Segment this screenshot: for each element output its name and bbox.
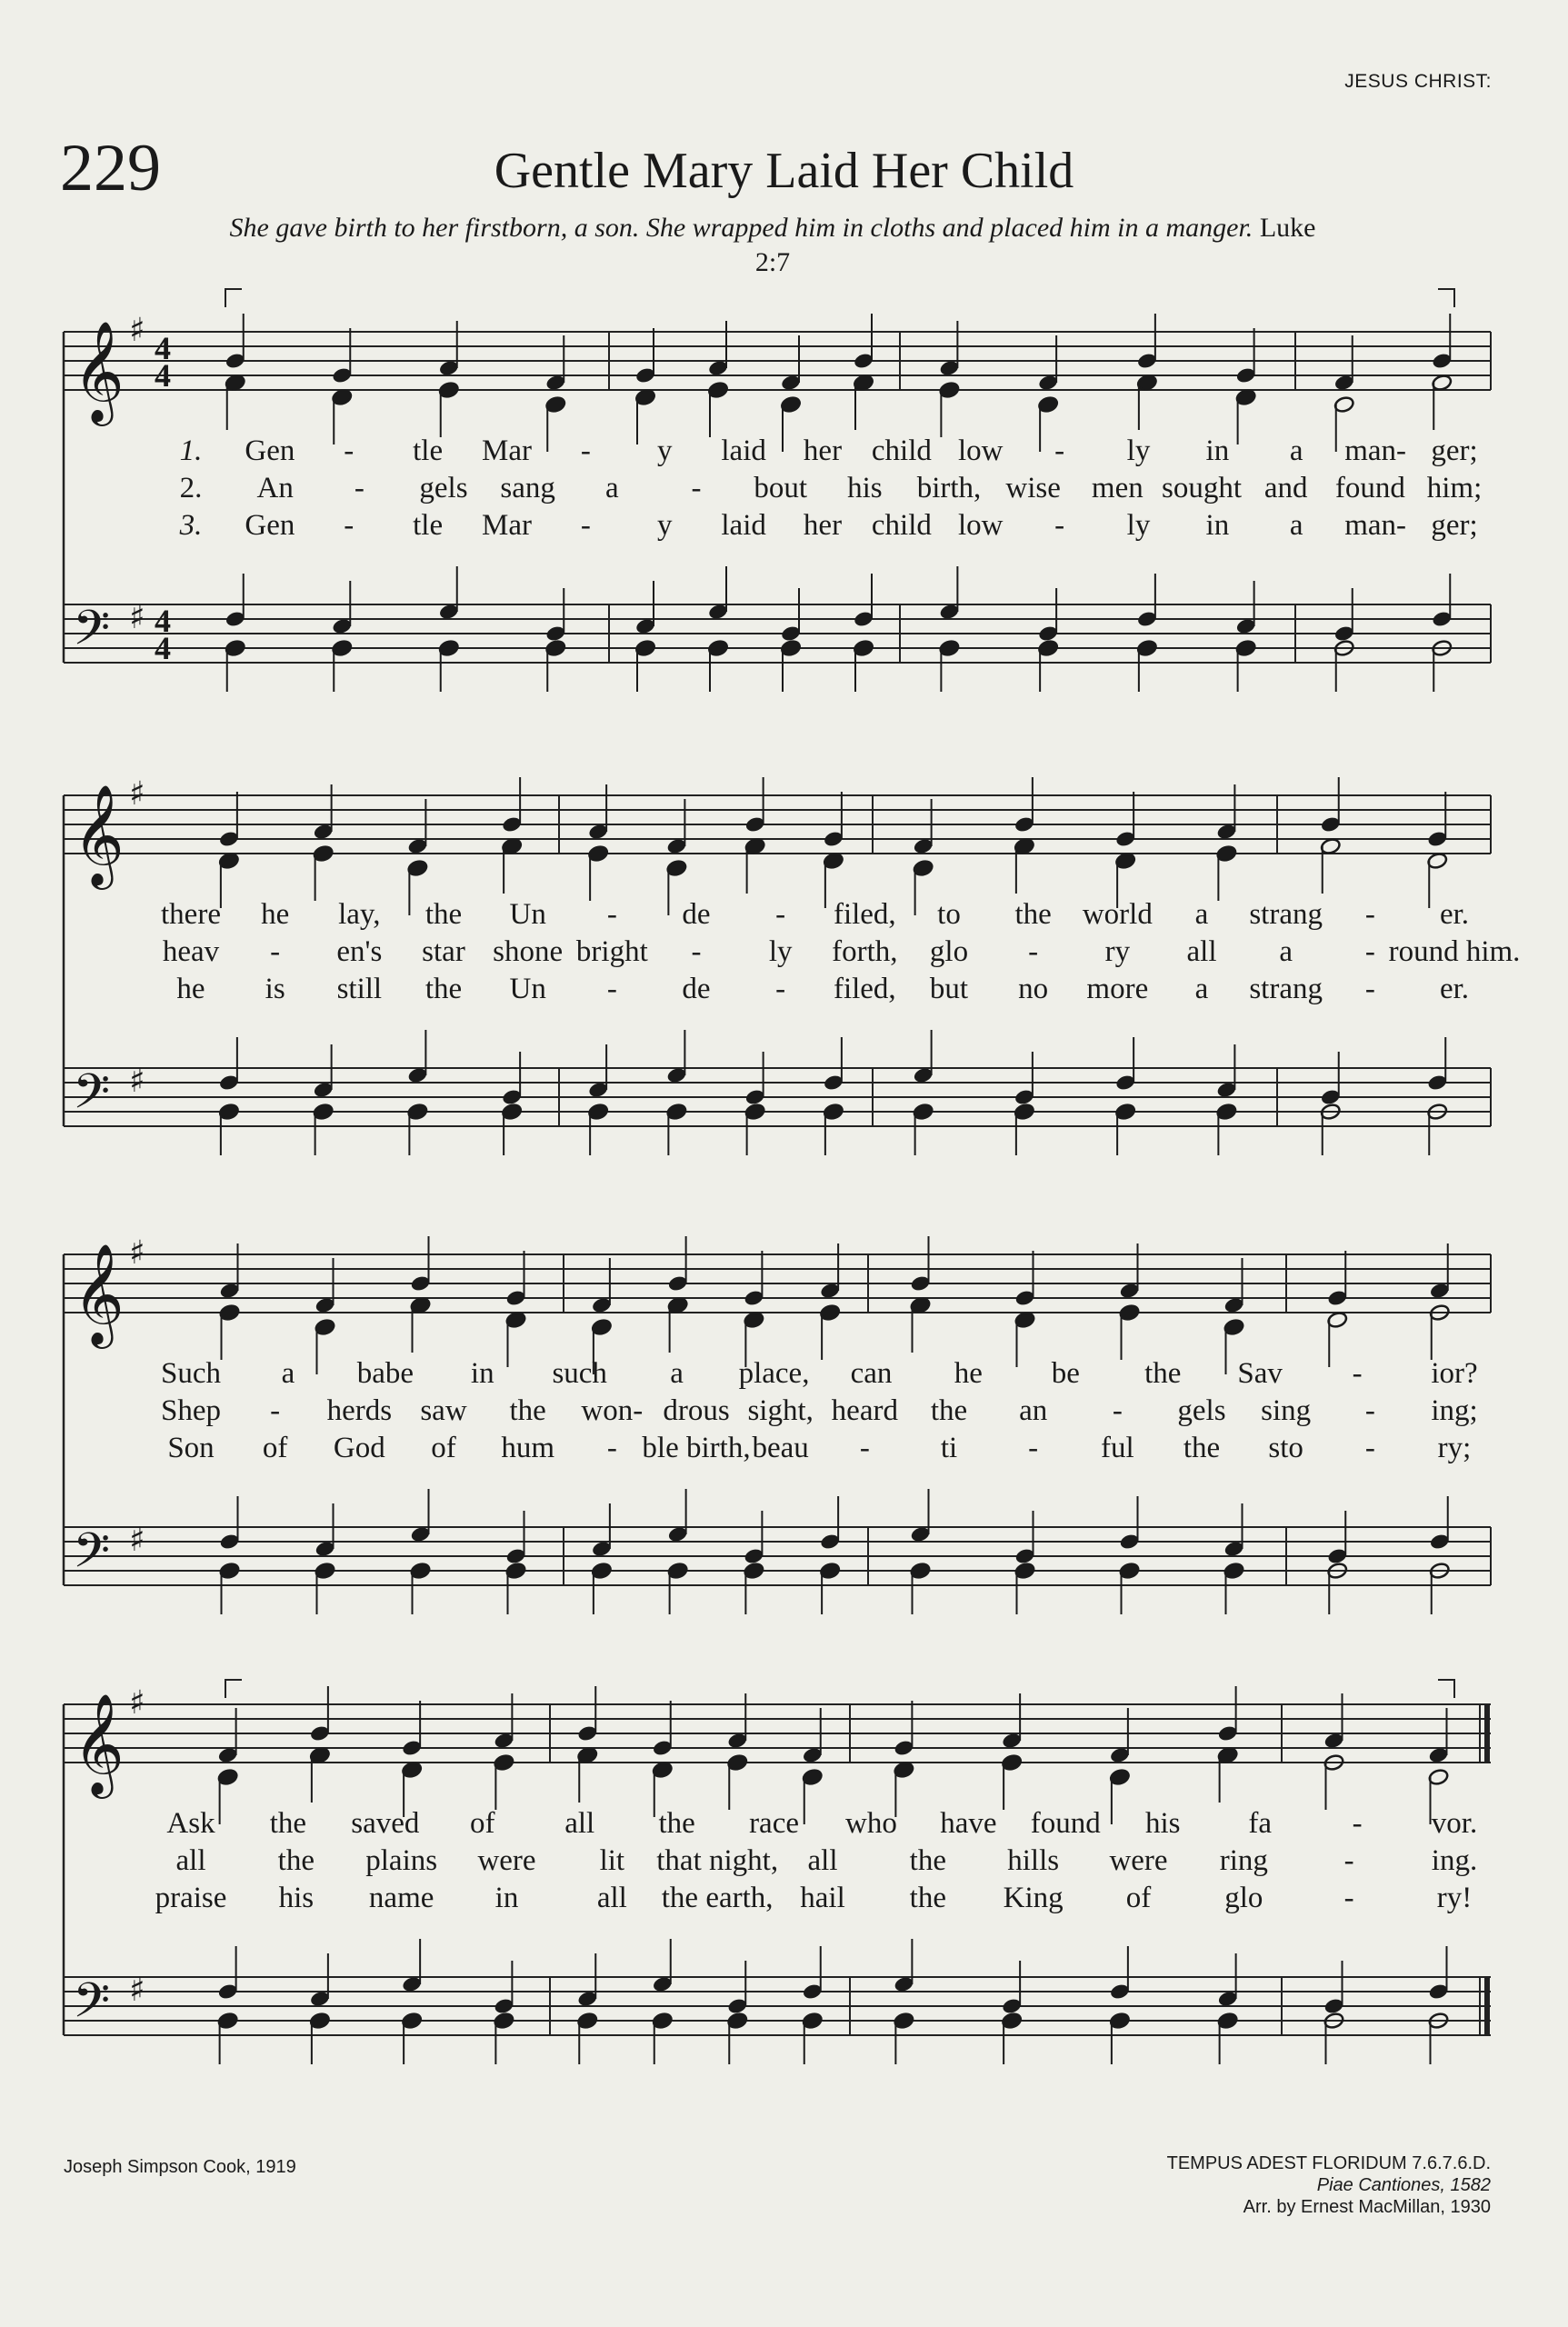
lyric-syllable: babe [356, 1357, 414, 1390]
lyric-syllable: the [1014, 898, 1052, 931]
lyric-syllable: - [691, 472, 702, 504]
lyric-syllable: ger; [1431, 434, 1478, 467]
lyric-syllable: Mar [482, 509, 532, 542]
lyric-syllable: 1. [179, 434, 203, 467]
lyric-syllable: an [1019, 1394, 1048, 1427]
lyric-syllable: can [850, 1357, 893, 1390]
lyric-syllable: star [422, 935, 465, 968]
lyric-syllable: the [424, 898, 463, 931]
system-4 [64, 1684, 1491, 2064]
lyric-syllable: praise [155, 1882, 227, 1914]
lyric-syllable: Un [509, 973, 546, 1005]
lyric-syllable: his [1144, 1807, 1181, 1840]
lyric-syllable: ble birth, [642, 1432, 751, 1464]
lyric-syllable: - [344, 434, 355, 467]
arranger-credit: Arr. by Ernest MacMillan, 1930 [1243, 2197, 1491, 2217]
lyric-syllable: - [775, 898, 786, 931]
lyric-syllable: sing [1261, 1394, 1312, 1427]
lyric-syllable: child [871, 509, 932, 542]
lyric-syllable: fa [1248, 1807, 1272, 1840]
lyric-syllable: of [262, 1432, 288, 1464]
lyric-syllable: the [658, 1807, 695, 1840]
lyric-syllable: race [749, 1807, 800, 1840]
scripture-reference: Luke 2:7 [754, 213, 1316, 277]
lyric-syllable: of [431, 1432, 456, 1464]
lyric-syllable: ing; [1431, 1394, 1478, 1427]
lyric-syllable: a [1289, 509, 1303, 542]
lyric-syllable: who [845, 1807, 897, 1840]
system-1 [64, 312, 1491, 692]
lyric-syllable: the [909, 1844, 946, 1877]
lyric-syllable: - [1343, 1844, 1354, 1877]
lyric-syllable: Gen [245, 434, 295, 467]
lyric-syllable: all [175, 1844, 206, 1877]
tune-source: Piae Cantiones, 1582 [1316, 2175, 1491, 2195]
lyric-syllable: laid [721, 434, 766, 467]
lyric-syllable: a [1279, 935, 1293, 968]
lyric-syllable: a [1194, 973, 1209, 1005]
lyric-syllable: heav [162, 935, 220, 968]
lyric-syllable: - [580, 434, 591, 467]
lyric-syllable: hail [800, 1882, 845, 1914]
hymn-title: Gentle Mary Laid Her Child [494, 143, 1074, 199]
lyric-syllable: such [552, 1357, 607, 1390]
lyric-syllable: but [929, 973, 969, 1005]
lyric-syllable: tle [413, 509, 444, 542]
lyric-syllable: Mar [482, 434, 532, 467]
lyric-syllable: a [281, 1357, 295, 1390]
lyric-syllable: name [368, 1882, 434, 1914]
lyric-syllable: filed, [833, 898, 896, 931]
lyric-syllable: - [1364, 1394, 1375, 1427]
phrase-bracket [1438, 289, 1454, 307]
lyric-syllable: - [1364, 1432, 1375, 1464]
lyric-syllable: - [1364, 973, 1375, 1005]
tune-credit [1167, 2152, 1491, 2218]
phrase-bracket [225, 289, 242, 307]
lyric-syllable: ly [1126, 509, 1151, 542]
lyric-syllable: y [657, 509, 673, 542]
treble-clef-icon: 𝄞 [73, 1243, 125, 1344]
treble-clef-icon: 𝄞 [73, 320, 125, 422]
lyric-syllable: a [670, 1357, 684, 1390]
lyric-syllable: sight, [747, 1394, 814, 1427]
lyric-syllable: ior? [1431, 1357, 1478, 1390]
lyric-syllable: still [336, 973, 383, 1005]
lyric-syllable: - [270, 935, 281, 968]
lyric-syllable: 3. [179, 509, 203, 542]
lyric-syllable: he [176, 973, 205, 1005]
lyric-syllable: hum [501, 1432, 555, 1464]
lyric-syllable: - [1054, 434, 1065, 467]
time-signature: 4 [155, 630, 171, 666]
scripture-text: She gave birth to her firstborn, a son. She wrapped him in cloths and placed him in a manger. [229, 213, 1253, 243]
lyric-syllable: were [477, 1844, 536, 1877]
lyric-syllable: - [606, 973, 617, 1005]
lyric-syllable: de [682, 898, 711, 931]
lyric-syllable: have [940, 1807, 997, 1840]
text-author-credit: Joseph Simpson Cook, 1919 [64, 2157, 296, 2177]
lyric-syllable: God [333, 1432, 385, 1464]
lyric-syllable: of [470, 1807, 495, 1840]
lyric-syllable: - [859, 1432, 870, 1464]
lyric-syllable: er. [1439, 898, 1470, 931]
lyric-syllable: King [1003, 1882, 1064, 1914]
key-signature-sharp-icon: ♯ [129, 775, 145, 813]
tune-name: TEMPUS ADEST FLORIDUM 7.6.7.6.D. [1166, 2153, 1491, 2173]
lyric-syllable: that night, [656, 1844, 779, 1877]
lyric-syllable: ring [1219, 1844, 1268, 1877]
lyric-syllable: bout [754, 472, 808, 504]
lyric-syllable: - [606, 1432, 617, 1464]
lyric-syllable: tle [413, 434, 444, 467]
lyric-syllable: saw [420, 1394, 467, 1427]
bass-clef-icon: 𝄢 [73, 601, 111, 668]
lyric-syllable: heard [831, 1394, 898, 1427]
lyric-syllable: the [269, 1807, 307, 1840]
lyric-syllable: all [564, 1807, 595, 1840]
lyric-syllable: hills [1007, 1844, 1060, 1877]
lyric-syllable: vor. [1431, 1807, 1478, 1840]
lyric-syllable: ry [1104, 935, 1131, 968]
treble-clef-icon: 𝄞 [73, 1693, 125, 1794]
lyric-syllable: - [1364, 935, 1375, 968]
lyric-syllable: 2. [179, 472, 203, 504]
lyric-syllable: to [937, 898, 961, 931]
lyric-syllable: - [691, 935, 702, 968]
lyric-syllable: his [847, 472, 883, 504]
key-signature-sharp-icon: ♯ [129, 1234, 145, 1272]
lyric-syllable: ful [1100, 1432, 1134, 1464]
lyric-syllable: the [909, 1882, 946, 1914]
lyric-syllable: - [1028, 935, 1039, 968]
lyric-syllable: in [1205, 509, 1230, 542]
lyric-syllable: Son [167, 1432, 215, 1464]
lyric-syllable: won- [581, 1394, 644, 1427]
lyric-syllable: de [682, 973, 711, 1005]
lyric-syllable: glo [929, 935, 969, 968]
lyric-syllable: man- [1344, 509, 1407, 542]
lyric-syllable: - [580, 509, 591, 542]
lyric-syllable: ly [1126, 434, 1151, 467]
lyric-syllable: in [470, 1357, 494, 1390]
lyric-syllable: Un [509, 898, 546, 931]
lyric-syllable: low [958, 509, 1004, 542]
lyric-syllable: the earth, [661, 1882, 774, 1914]
lyric-syllable: her [803, 509, 843, 542]
bass-clef-icon: 𝄢 [73, 1523, 111, 1591]
lyric-syllable: Such [161, 1357, 221, 1390]
lyric-syllable: plains [365, 1844, 438, 1877]
lyric-syllable: - [1028, 1432, 1039, 1464]
lyric-syllable: gels [1177, 1394, 1226, 1427]
hymn-number: 229 [60, 131, 161, 205]
lyric-syllable: wise [1005, 472, 1061, 504]
lyric-syllable: - [775, 973, 786, 1005]
time-signature: 4 [155, 603, 171, 639]
lyric-syllable: world [1082, 898, 1153, 931]
phrase-bracket [1438, 1680, 1454, 1698]
lyric-syllable: lay, [338, 898, 381, 931]
phrase-bracket [225, 1680, 242, 1698]
lyric-syllable: low [958, 434, 1004, 467]
lyric-syllable: her [803, 434, 843, 467]
bass-clef-icon: 𝄢 [73, 1973, 111, 2041]
lyric-syllable: beau [752, 1432, 809, 1464]
lyric-syllable: a [1194, 898, 1209, 931]
lyric-syllable: bright [575, 935, 648, 968]
time-signature: 4 [155, 357, 171, 394]
lyric-syllable: sto [1268, 1432, 1303, 1464]
lyric-syllable: Ask [166, 1807, 215, 1840]
lyric-syllable: the [1144, 1357, 1182, 1390]
lyric-syllable: - [354, 472, 365, 504]
lyric-syllable: saved [351, 1807, 420, 1840]
lyric-syllable: the [277, 1844, 315, 1877]
lyric-syllable: a [605, 472, 619, 504]
lyric-syllable: the [930, 1394, 968, 1427]
lyric-syllable: - [1352, 1807, 1363, 1840]
lyric-syllable: there [161, 898, 221, 931]
lyric-syllable: the [424, 973, 463, 1005]
treble-clef-icon: 𝄞 [73, 784, 125, 885]
lyric-syllable: ry; [1437, 1432, 1472, 1464]
lyric-syllable: in [494, 1882, 519, 1914]
lyric-syllable: - [606, 898, 617, 931]
lyric-syllable: child [871, 434, 932, 467]
lyric-syllable: - [1364, 898, 1375, 931]
key-signature-sharp-icon: ♯ [129, 1684, 145, 1722]
lyric-syllable: gels [419, 472, 468, 504]
lyric-syllable: y [657, 434, 673, 467]
lyric-syllable: him; [1426, 472, 1483, 504]
lyric-syllable: An [256, 472, 294, 504]
lyric-syllable: be [1051, 1357, 1080, 1390]
time-signature: 4 [155, 330, 171, 366]
lyric-syllable: ger; [1431, 509, 1478, 542]
lyric-syllable: round him. [1388, 935, 1521, 968]
lyric-syllable: - [1352, 1357, 1363, 1390]
lyric-syllable: birth, [916, 472, 982, 504]
lyric-syllable: he [261, 898, 290, 931]
lyric-syllable: lit [599, 1844, 625, 1877]
lyric-syllable: is [265, 973, 285, 1005]
lyric-syllable: men [1091, 472, 1144, 504]
lyric-syllable: the [1183, 1432, 1221, 1464]
lyric-syllable: and [1263, 472, 1308, 504]
lyric-syllable: strang [1249, 973, 1323, 1005]
lyric-syllable: sang [500, 472, 555, 504]
lyric-syllable: of [1125, 1882, 1152, 1914]
lyric-syllable: found [1334, 472, 1405, 504]
lyric-syllable: no [1018, 973, 1049, 1005]
lyric-syllable: drous [663, 1394, 730, 1427]
lyric-syllable: Shep [161, 1394, 221, 1427]
lyric-syllable: sought [1161, 472, 1243, 504]
lyric-syllable: - [344, 509, 355, 542]
lyric-syllable: laid [721, 509, 766, 542]
lyric-syllable: er. [1439, 973, 1470, 1005]
key-signature-sharp-icon: ♯ [129, 1972, 145, 2009]
lyric-syllable: the [509, 1394, 546, 1427]
lyric-syllable: glo [1224, 1882, 1263, 1914]
lyric-syllable: en's [336, 935, 383, 968]
system-2 [64, 775, 1520, 1155]
lyric-syllable: man- [1344, 434, 1407, 467]
key-signature-sharp-icon: ♯ [129, 312, 145, 349]
lyric-syllable: his [278, 1882, 315, 1914]
lyric-syllable: place, [738, 1357, 810, 1390]
lyric-syllable: - [270, 1394, 281, 1427]
lyric-syllable: - [1112, 1394, 1123, 1427]
section-header: JESUS CHRIST: [1344, 71, 1492, 92]
lyric-syllable: Gen [245, 509, 295, 542]
lyric-syllable: - [1054, 509, 1065, 542]
lyric-syllable: strang [1249, 898, 1323, 931]
lyric-syllable: all [596, 1882, 627, 1914]
lyric-syllable: filed, [833, 973, 896, 1005]
lyric-syllable: herds [326, 1394, 393, 1427]
key-signature-sharp-icon: ♯ [129, 599, 145, 636]
lyric-syllable: were [1109, 1844, 1168, 1877]
system-3 [64, 1234, 1491, 1614]
lyric-syllable: found [1030, 1807, 1101, 1840]
lyric-syllable: more [1086, 973, 1149, 1005]
lyric-syllable: in [1205, 434, 1230, 467]
lyric-syllable: all [807, 1844, 838, 1877]
lyric-syllable: ti [940, 1432, 958, 1464]
lyric-syllable: ly [768, 935, 793, 968]
lyric-syllable: - [1343, 1882, 1354, 1914]
lyric-syllable: a [1289, 434, 1303, 467]
lyric-syllable: shone [493, 935, 564, 968]
key-signature-sharp-icon: ♯ [129, 1522, 145, 1559]
bass-clef-icon: 𝄢 [73, 1064, 111, 1132]
lyric-syllable: he [954, 1357, 983, 1390]
lyric-syllable: all [1186, 935, 1217, 968]
lyric-syllable: ry! [1436, 1882, 1473, 1914]
lyric-syllable: forth, [832, 935, 898, 968]
key-signature-sharp-icon: ♯ [129, 1063, 145, 1100]
lyric-syllable: Sav [1237, 1357, 1283, 1390]
lyric-syllable: ing. [1431, 1844, 1478, 1877]
